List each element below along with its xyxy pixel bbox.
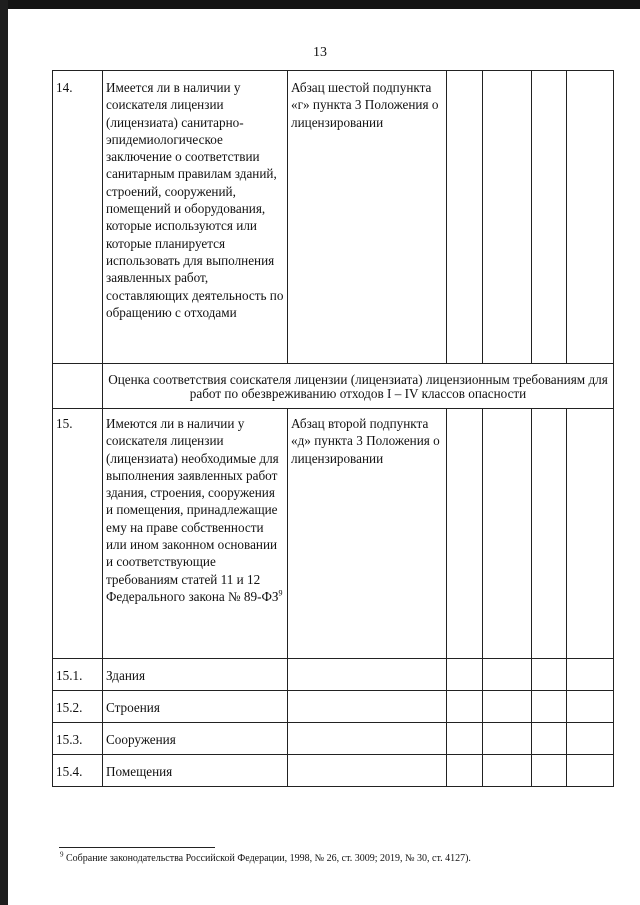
table-row xyxy=(53,71,614,364)
row-number: 15.2. xyxy=(53,691,103,723)
answer-cell xyxy=(483,723,532,755)
legal-reference: Абзац второй подпункта «д» пункта 3 Положения о лицензировании xyxy=(288,409,447,659)
row-number: 15.4. xyxy=(53,755,103,787)
answer-cell xyxy=(447,409,483,659)
subitem-label: Сооружения xyxy=(103,723,288,755)
answer-cell xyxy=(483,409,532,659)
answer-cell xyxy=(532,71,567,364)
scan-top-edge xyxy=(0,0,640,9)
empty-cell xyxy=(288,691,447,723)
answer-cell xyxy=(483,691,532,723)
answer-cell xyxy=(567,755,614,787)
answer-cell xyxy=(567,691,614,723)
table-row xyxy=(53,409,614,659)
answer-cell xyxy=(483,755,532,787)
footnote-mark: 9 xyxy=(60,850,64,859)
answer-cell xyxy=(567,71,614,364)
section-title: Оценка соответствия соискателя лицензии (лицензиата) лицензионным требованиям для работ по обезвреживанию отходов I – IV классов опасности xyxy=(103,364,614,409)
footnote xyxy=(60,850,471,864)
answer-cell xyxy=(447,691,483,723)
footnote-reference: 9 xyxy=(278,588,283,598)
answer-cell xyxy=(532,691,567,723)
row-number: 15.3. xyxy=(53,723,103,755)
answer-cell xyxy=(483,71,532,364)
answer-cell xyxy=(567,409,614,659)
table-row xyxy=(53,755,614,787)
table-row xyxy=(53,691,614,723)
empty-cell xyxy=(288,723,447,755)
scan-left-edge xyxy=(0,0,8,905)
empty-cell xyxy=(288,755,447,787)
empty-cell xyxy=(53,364,103,409)
subitem-label: Строения xyxy=(103,691,288,723)
answer-cell xyxy=(567,659,614,691)
answer-cell xyxy=(532,409,567,659)
row-number: 15. xyxy=(53,409,103,659)
answer-cell xyxy=(447,755,483,787)
answer-cell xyxy=(447,659,483,691)
checklist-table xyxy=(52,70,614,787)
row-number: 14. xyxy=(53,71,103,364)
legal-reference: Абзац шестой подпункта «г» пункта 3 Положения о лицензировании xyxy=(288,71,447,364)
answer-cell xyxy=(447,71,483,364)
requirement-question: Имеется ли в наличии у соискателя лицензии (лицензиата) санитарно-эпидемиологическое заключение о соответствии санитарным правилам зданий, строений, сооружений, помещений и оборудования, которые используются или которые планируется использовать для выполнения заявленных работ, составляющих деятельность по обращению с отходами xyxy=(103,71,288,364)
answer-cell xyxy=(532,659,567,691)
table-row xyxy=(53,723,614,755)
answer-cell xyxy=(447,723,483,755)
empty-cell xyxy=(288,659,447,691)
answer-cell xyxy=(483,659,532,691)
requirement-question xyxy=(103,409,288,659)
requirement-text: Имеются ли в наличии у соискателя лицензии (лицензиата) необходимые для выполнения заявленных работ здания, строения, сооружения и помещения, принадлежащие ему на праве собственности или ином законном основании и соответствующие требованиям статей 11 и 12 Федерального закона № 89-ФЗ xyxy=(106,416,279,604)
footnote-text: Собрание законодательства Российской Федерации, 1998, № 26, ст. 3009; 2019, № 30, ст. 4127). xyxy=(63,853,471,864)
subitem-label: Помещения xyxy=(103,755,288,787)
answer-cell xyxy=(567,723,614,755)
answer-cell xyxy=(532,755,567,787)
subitem-label: Здания xyxy=(103,659,288,691)
answer-cell xyxy=(532,723,567,755)
table-row xyxy=(53,659,614,691)
section-row xyxy=(53,364,614,409)
row-number: 15.1. xyxy=(53,659,103,691)
footnote-divider xyxy=(59,847,215,848)
page-number: 13 xyxy=(313,45,327,60)
